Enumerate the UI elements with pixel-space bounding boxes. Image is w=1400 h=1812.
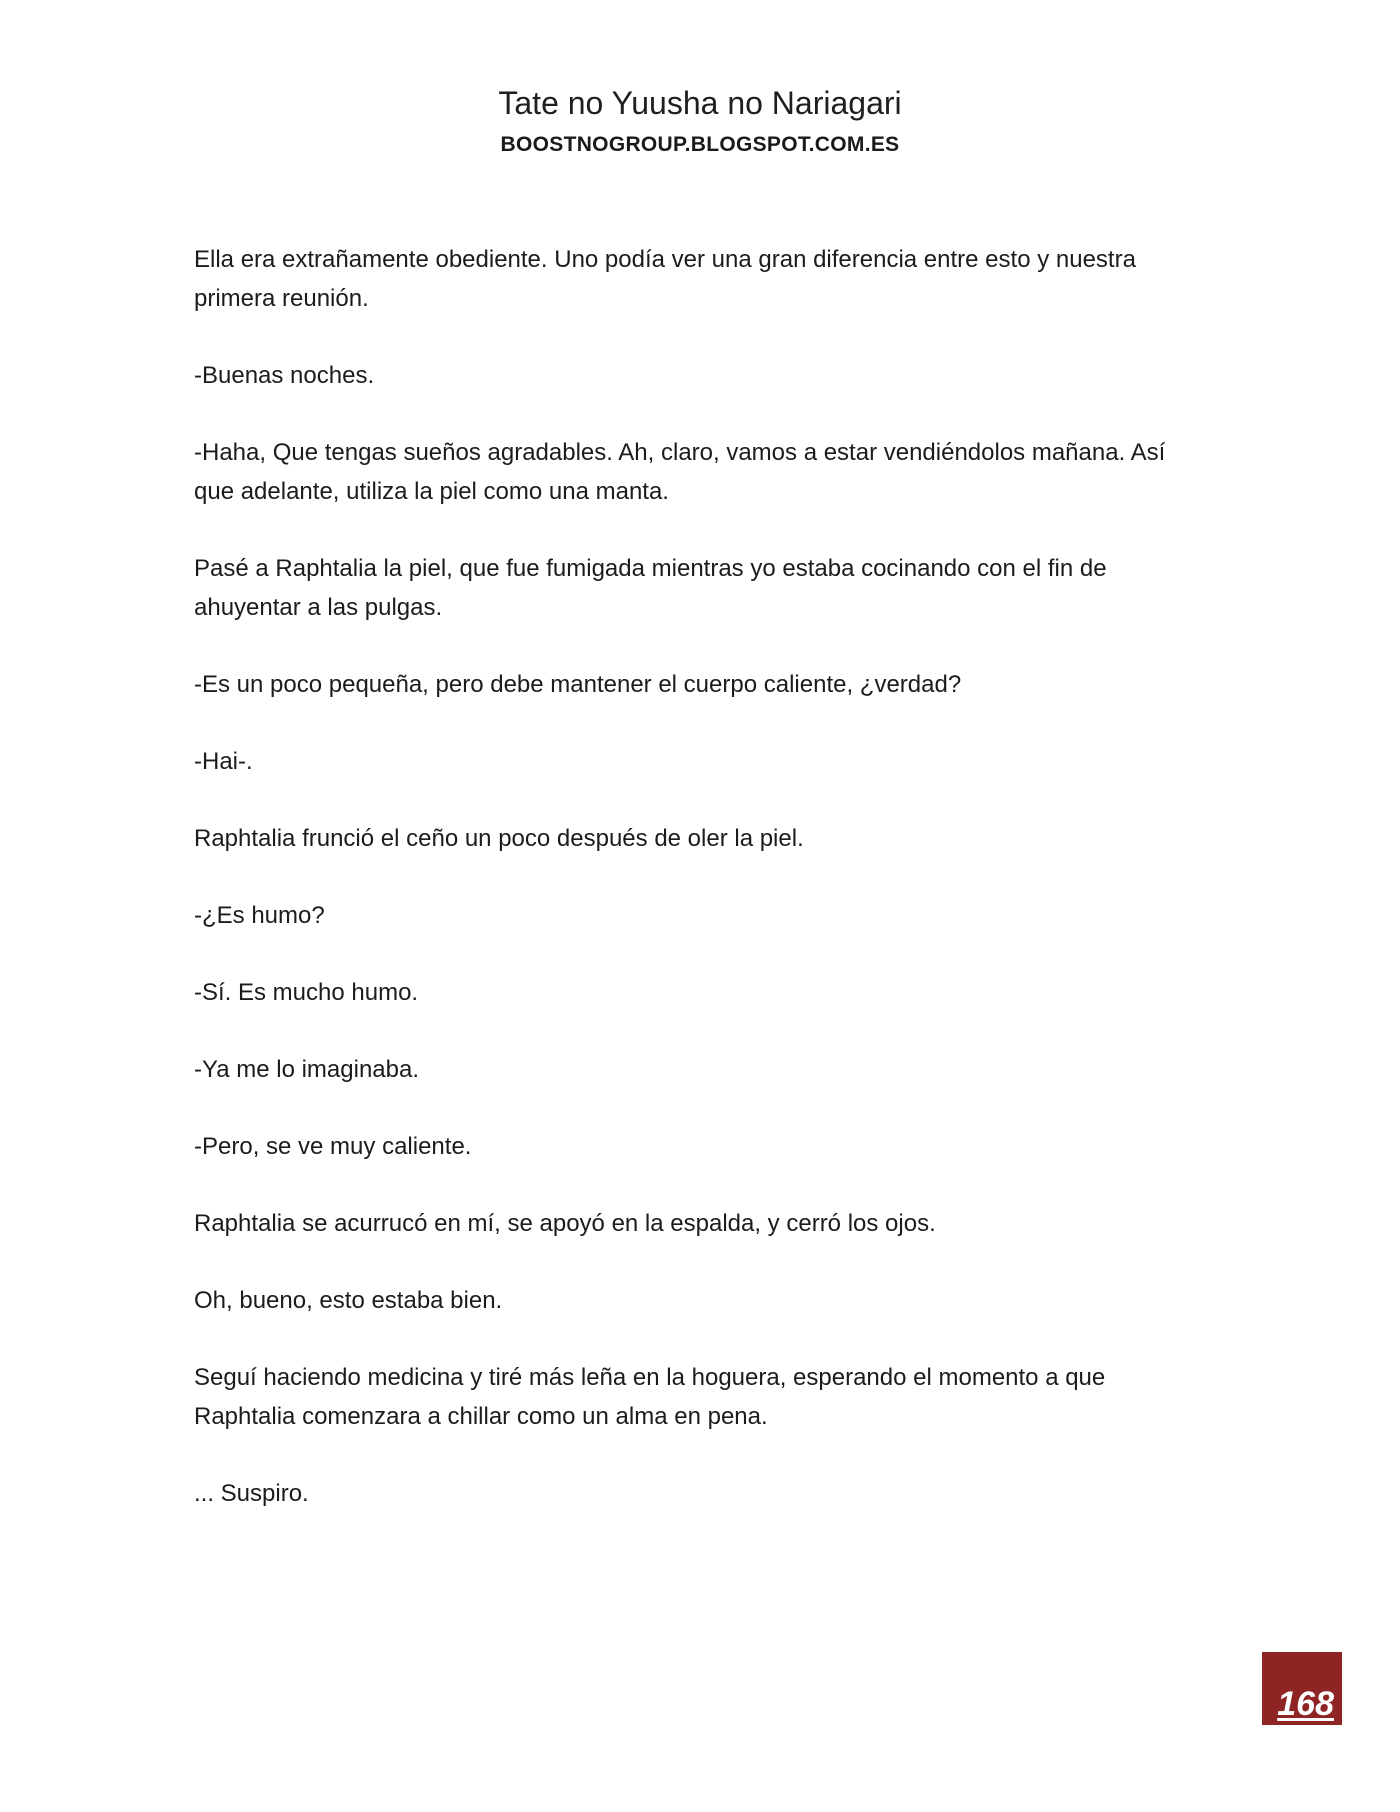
- document-title: Tate no Yuusha no Nariagari: [498, 85, 902, 121]
- paragraph: -Es un poco pequeña, pero debe mantener el cuerpo caliente, ¿verdad?: [194, 671, 962, 698]
- page-number-badge: [1262, 1652, 1342, 1725]
- paragraph: Pasé a Raphtalia la piel, que fue fumigada mientras yo estaba cocinando con el fin de ahuyentar a las pulgas.: [194, 555, 1107, 621]
- page-header: [0, 84, 1400, 158]
- blog-url: BOOSTNOGROUP.BLOGSPOT.COM.ES: [500, 133, 900, 156]
- paragraph: -Sí. Es mucho humo.: [194, 979, 419, 1006]
- paragraph: Seguí haciendo medicina y tiré más leña en la hoguera, esperando el momento a que Raphtalia comenzara a chillar como un alma en pena.: [194, 1364, 1106, 1430]
- page-number: 168: [1277, 1685, 1334, 1723]
- paragraph: Raphtalia se acurrucó en mí, se apoyó en la espalda, y cerró los ojos.: [194, 1210, 936, 1237]
- paragraph: ... Suspiro.: [194, 1480, 309, 1507]
- paragraph: Raphtalia frunció el ceño un poco después de oler la piel.: [194, 825, 804, 852]
- paragraph: -Hai-.: [194, 748, 253, 775]
- paragraph: -¿Es humo?: [194, 902, 325, 929]
- paragraph: -Pero, se ve muy caliente.: [194, 1133, 472, 1160]
- paragraph: -Buenas noches.: [194, 362, 375, 389]
- paragraph: -Ya me lo imaginaba.: [194, 1056, 419, 1083]
- body-text: [194, 240, 1204, 1551]
- paragraph: -Haha, Que tengas sueños agradables. Ah, claro, vamos a estar vendiéndolos mañana. Así que adelante, utiliza la piel como una manta.: [194, 439, 1166, 505]
- paragraph: Oh, bueno, esto estaba bien.: [194, 1287, 503, 1314]
- paragraph: Ella era extrañamente obediente. Uno podía ver una gran diferencia entre esto y nuestra primera reunión.: [194, 246, 1136, 312]
